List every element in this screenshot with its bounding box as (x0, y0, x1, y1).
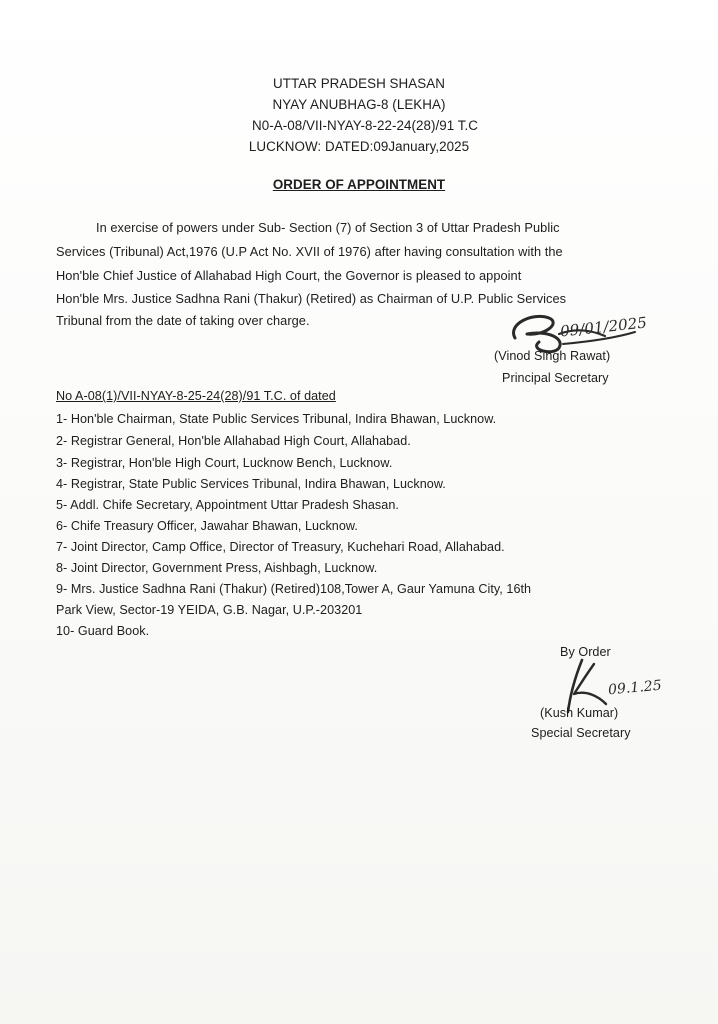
header-reference-number: N0-A-08/VII-NYAY-8-22-24(28)/91 T.C (251, 118, 478, 133)
signature-2-handwritten-date: 09.1.25 (607, 677, 663, 699)
body-line-2: Services (Tribunal) Act,1976 (U.P Act No. XVII of 1976) after having consultation with the (56, 244, 563, 259)
distribution-item-9: 9- Mrs. Justice Sadhna Rani (Thakur) (Retired)108,Tower A, Gaur Yamuna City, 16th (56, 582, 532, 596)
signatory-2-designation: Special Secretary (531, 726, 631, 740)
distribution-item-4: 4- Registrar, State Public Services Tribunal, Indira Bhawan, Lucknow. (56, 477, 446, 491)
distribution-item-10: 10- Guard Book. (56, 624, 150, 638)
signatory-1-designation: Principal Secretary (502, 371, 609, 385)
order-title: ORDER OF APPOINTMENT (272, 177, 446, 192)
body-line-3: Hon'ble Chief Justice of Allahabad High Court, the Governor is pleased to appoint (56, 268, 522, 283)
distribution-item-2: 2- Registrar General, Hon'ble Allahabad High Court, Allahabad. (56, 434, 411, 448)
header-place-date: LUCKNOW: DATED:09January,2025 (248, 139, 470, 154)
distribution-item-3: 3- Registrar, Hon'ble High Court, Lucknow Bench, Lucknow. (56, 456, 393, 470)
distribution-item-5: 5- Addl. Chife Secretary, Appointment Uttar Pradesh Shasan. (56, 498, 399, 512)
copy-reference: No A-08(1)/VII-NYAY-8-25-24(28)/91 T.C. of dated (56, 389, 336, 403)
header-line-1: UTTAR PRADESH SHASAN (273, 76, 445, 91)
signatory-1-name: (Vinod Singh Rawat) (494, 349, 611, 363)
header-line-2: NYAY ANUBHAG-8 (LEKHA) (272, 97, 446, 112)
body-line-4: Hon'ble Mrs. Justice Sadhna Rani (Thakur) (Retired) as Chairman of U.P. Public Services (56, 291, 567, 306)
by-order-label: By Order (560, 645, 611, 659)
signature-1-handwritten-date: 09/01/2025 (559, 313, 648, 341)
distribution-item-7: 7- Joint Director, Camp Office, Director of Treasury, Kuchehari Road, Allahabad. (56, 540, 505, 554)
distribution-item-9-continued: Park View, Sector-19 YEIDA, G.B. Nagar, U.P.-203201 (56, 603, 363, 617)
body-line-5: Tribunal from the date of taking over charge. (56, 313, 310, 328)
distribution-item-8: 8- Joint Director, Government Press, Aishbagh, Lucknow. (56, 561, 378, 575)
body-line-1: In exercise of powers under Sub- Section (7) of Section 3 of Uttar Pradesh Public (96, 220, 560, 235)
distribution-item-1: 1- Hon'ble Chairman, State Public Services Tribunal, Indira Bhawan, Lucknow. (56, 412, 497, 426)
signatory-2-name: (Kush Kumar) (540, 706, 619, 720)
distribution-item-6: 6- Chife Treasury Officer, Jawahar Bhawan, Lucknow. (56, 519, 358, 533)
